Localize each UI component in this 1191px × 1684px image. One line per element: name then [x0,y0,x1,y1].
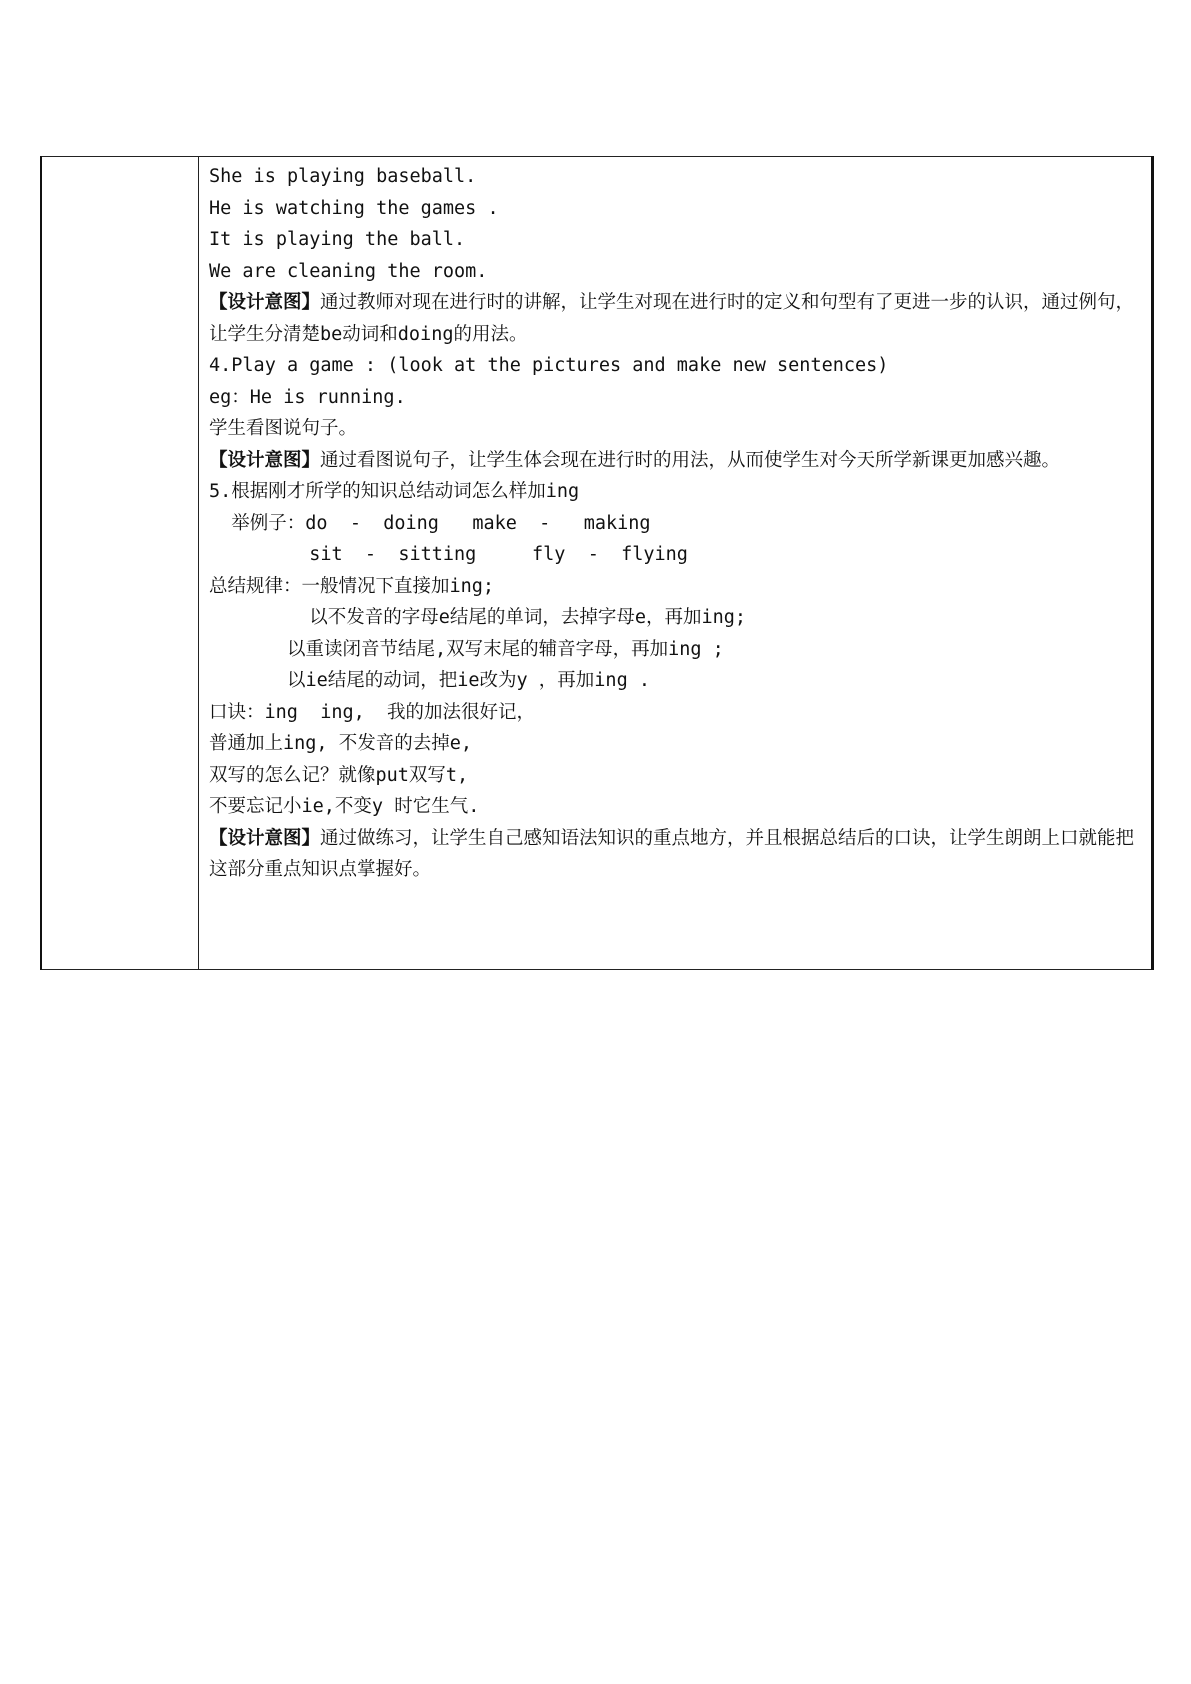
design-intent-paragraph [209,445,1143,477]
text-line: 4.Play a game : (look at the pictures and make new sentences) [209,355,889,376]
text-line: It is playing the ball. [209,229,466,250]
design-intent-label: 【设计意图】 [209,449,321,471]
text-line: 以不发音的字母e结尾的单词，去掉字母e，再加ing; [209,607,747,628]
design-intent-text: 通过做练习，让学生自己感知语法知识的重点地方，并且根据总结后的口诀，让学生朗朗上口就能把这部分重点知识点掌握好。 [209,827,1135,880]
content-lines [209,161,1143,886]
design-intent-label: 【设计意图】 [209,292,321,313]
design-intent-text: 通过教师对现在进行时的讲解，让学生对现在进行时的定义和句型有了更进一步的认识，通过例句，让学生分清楚be动词和doing的用法。 [209,292,1135,345]
text-line: We are cleaning the room. [209,260,488,282]
text-line: 普通加上ing, 不发音的去掉e, [209,733,472,754]
text-line: 以ie结尾的动词，把ie改为y ，再加ing . [209,670,650,691]
text-line: sit - sitting fly - flying [209,544,688,565]
text-line: eg：He is running. [209,386,406,408]
design-intent-label: 【设计意图】 [209,827,321,849]
text-line: He is watching the games . [209,197,499,219]
text-line: 口诀：ing ing, 我的加法很好记， [209,701,536,723]
text-line: 5.根据刚才所学的知识总结动词怎么样加ing [209,481,580,502]
text-line: 举例子：do - doing make - making [209,512,651,534]
text-line: 双写的怎么记？就像put双写t, [209,764,469,786]
design-intent-paragraph [209,823,1143,886]
table-row [41,157,1153,970]
text-line: 总结规律：一般情况下直接加ing; [209,575,495,597]
text-line: She is playing baseball. [209,166,477,187]
design-intent-text: 通过看图说句子，让学生体会现在进行时的用法，从而使学生对今天所学新课更加感兴趣。 [320,449,1061,471]
lesson-table [40,156,1154,970]
left-column-cell [41,157,199,970]
text-line: 以重读闭音节结尾,双写末尾的辅音字母，再加ing ; [209,638,724,660]
text-line: 学生看图说句子。 [209,418,358,439]
design-intent-paragraph [209,287,1143,350]
right-column-cell [199,157,1153,970]
text-line: 不要忘记小ie,不变y 时它生气. [209,796,480,817]
